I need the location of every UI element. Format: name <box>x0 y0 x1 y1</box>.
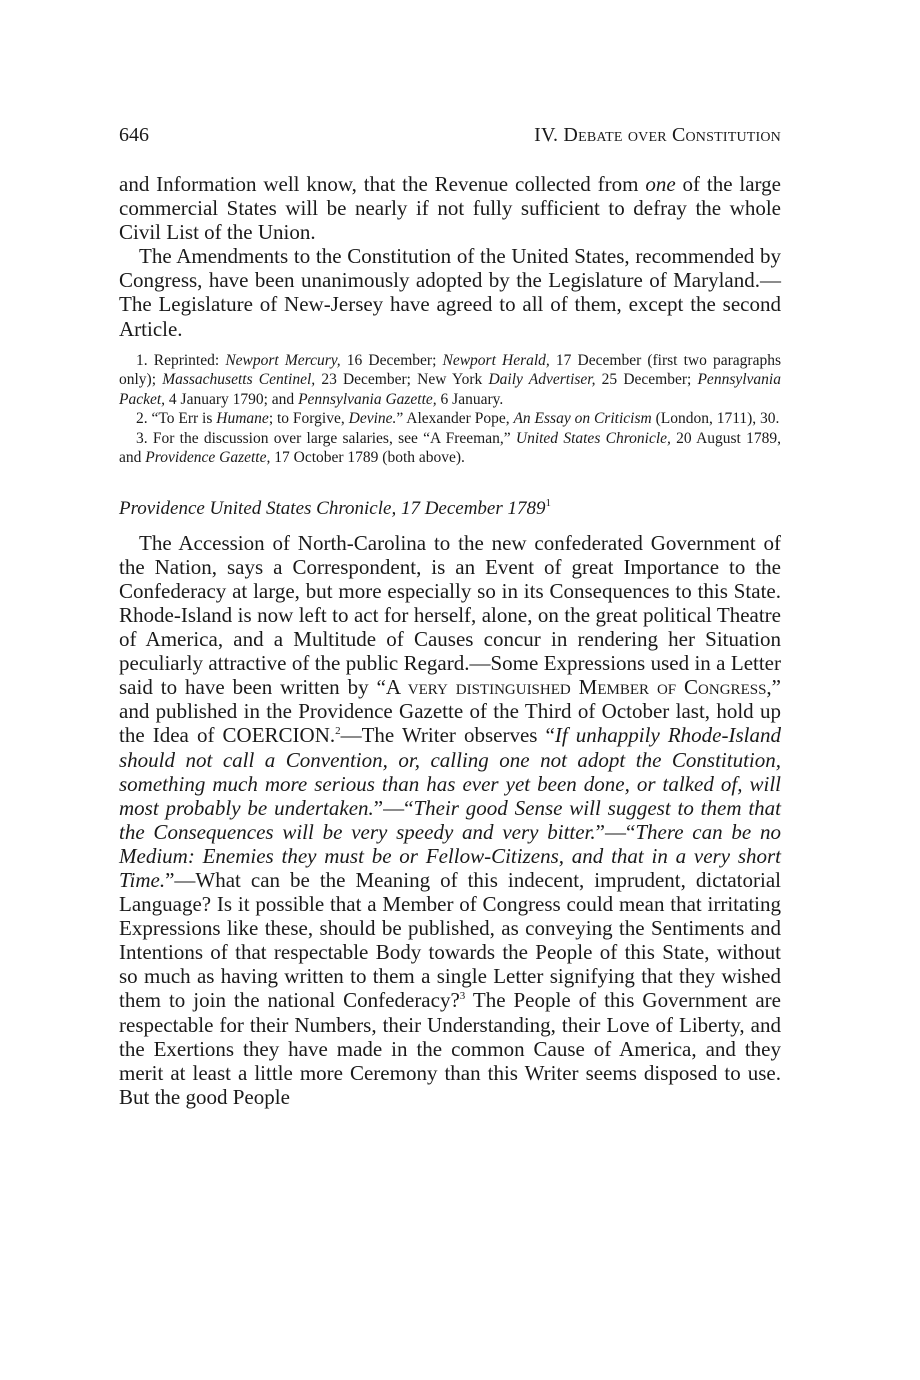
footnotes <box>119 351 781 468</box>
document-text <box>119 531 781 1109</box>
footnote-3: 3. For the discussion over large salaries, see “A Freeman,” United States Chronicle, 20 August 1789, and Providence Gazette, 17 October 1789 (both above). <box>119 429 781 467</box>
footnote-ref: 2 <box>335 725 341 738</box>
quotation: Their good Sense will suggest to them that the Consequences will be very speedy and very bitter. <box>119 795 782 844</box>
continuation-text <box>119 172 781 341</box>
page-number: 646 <box>119 124 149 146</box>
footnote-ref: 3 <box>459 990 466 1003</box>
paragraph: The Amendments to the Constitution of the United States, recommended by Congress, have been unanimously adopted by the Legislature of Maryland.—The Legislature of New-Jersey have agreed to all of them, except the second Article. <box>119 244 781 341</box>
running-head <box>119 122 781 148</box>
small-caps-text: A very distinguished Member of Congress <box>385 675 767 700</box>
book-page <box>119 122 781 1109</box>
quotation: There can be no Medium: Enemies they must be or Fellow-Citizens, and that in a very short Time. <box>119 819 781 892</box>
quotation: If unhappily Rhode-Island should not call a Convention, or, calling one not adopt the Constitution, something much more serious than has ever yet been done, or talked of, will most probably be undertaken. <box>119 723 781 820</box>
running-title: IV. Debate over Constitution <box>534 124 781 146</box>
footnote-1: 1. Reprinted: Newport Mercury, 16 December; Newport Herald, 17 December (first two paragraphs only); Massachusetts Centinel, 23 December; New York Daily Advertiser, 25 December; Pennsylvania Packet, 4 January 1790; and Pennsylvania Gazette, 6 January. <box>119 351 781 408</box>
paragraph: and Information well know, that the Revenue collected from one of the large commercial States will be nearly if not fully sufficient to defray the whole Civil List of the Union. <box>119 172 781 245</box>
footnote-ref: 1 <box>545 496 552 509</box>
paragraph: The Accession of North-Carolina to the new confederated Government of the Nation, says a Correspondent, is an Event of great Importance to the Confederacy at large, but more especially so in its Consequences to this State. Rhode-Island is now left to act for herself, alone, on the great political Theatre of America, and a Multitude of Causes concur in rendering her Situation peculiarly attractive of the public Regard.—Some Expressions used in a Letter said to have been written by “A very distinguished Member of Congress,” and published in the Providence Gazette of the Third of October last, hold up the Idea of COERCION.$^2$—The Writer observes “If unhappily Rhode-Island should not call a Convention, or, calling one not adopt the Constitution, something much more serious than has ever yet been done, or talked of, will most probably be undertaken.”—“Their good Sense will suggest to them that the Consequences will be very speedy and very bitter.”—“There can be no Medium: Enemies they must be or Fellow-Citizens, and that in a very short Time.”—What can be the Meaning of this indecent, imprudent, dictatorial Language? Is it possible that a Member of Congress could mean that irritating Expressions like these, should be published, as conveying the Sentiments and Intentions of that respectable Body towards the People of this State, without so much as having written to them a single Letter signifying that they wished them to join the national Confederacy?$^3$ The People of this Government are respectable for their Numbers, their Understanding, their Love of Liberty, and the Exertions they have made in the common Cause of America, and they merit at least a little more Ceremony than this Writer seems disposed to use. But the good People <box>119 530 782 1109</box>
document-heading: Providence United States Chronicle, 17 December 1789$^1$ <box>119 496 552 519</box>
footnote-2: 2. “To Err is Humane; to Forgive, Devine.” Alexander Pope, An Essay on Criticism (London, 1711), 30. <box>136 410 780 428</box>
